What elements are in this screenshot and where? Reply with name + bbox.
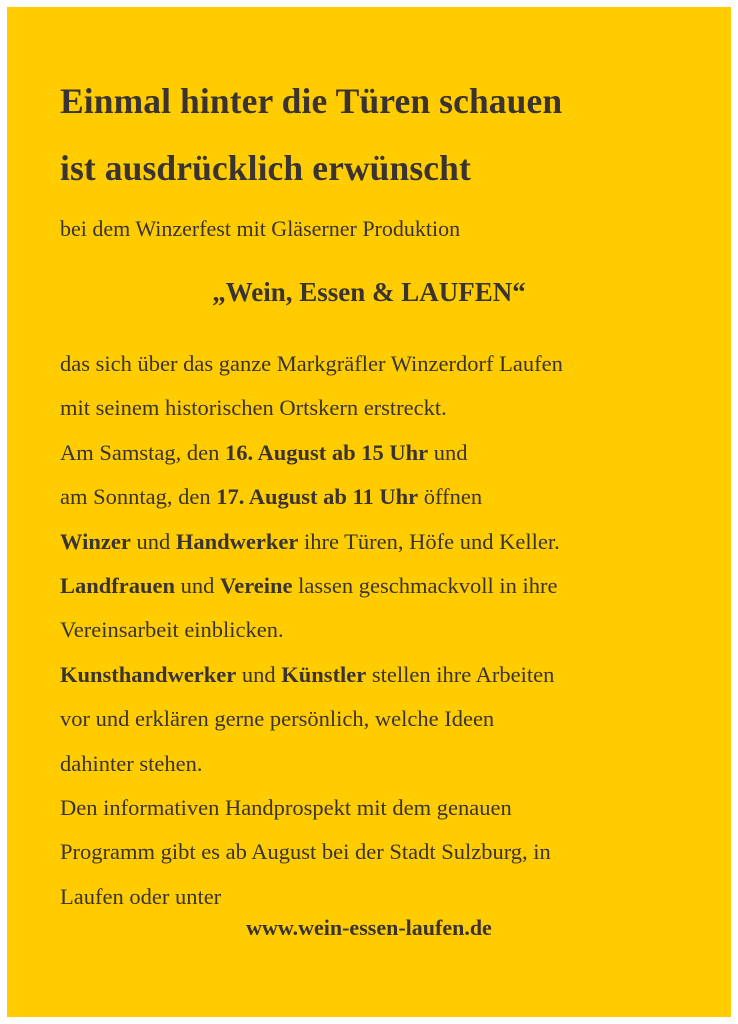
- body-text-segment: dahinter stehen.: [60, 750, 203, 776]
- body-line: [60, 653, 563, 697]
- body-line: [60, 875, 563, 919]
- highlight-kuenstler: Künstler: [281, 661, 367, 687]
- body-text-segment: ihre Türen, Höfe und Keller.: [298, 528, 560, 554]
- body-text-segment: mit seinem historischen Ortskern erstreckt.: [60, 395, 447, 421]
- body-text-segment: und: [130, 528, 176, 554]
- body-text-segment: und: [175, 572, 221, 598]
- body-text-segment: vor und erklären gerne persönlich, welche Ideen: [60, 706, 495, 732]
- body-line: [60, 386, 563, 430]
- body-text-segment: Programm gibt es ab August bei der Stadt Sulzburg, in: [60, 839, 551, 865]
- body-text-segment: am Sonntag, den: [60, 484, 217, 510]
- body-text-segment: und: [428, 439, 468, 465]
- body-text-segment: Vereinsarbeit einblicken.: [60, 617, 284, 643]
- body-text-segment: und: [236, 661, 282, 687]
- highlight-winzer: Winzer: [60, 528, 131, 554]
- body-text-segment: Den informativen Handprospekt mit dem genauen: [60, 794, 512, 820]
- body-text-segment: lassen geschmackvoll in ihre: [292, 572, 558, 598]
- body-line: [60, 608, 563, 652]
- highlight-vereine: Vereine: [220, 572, 293, 598]
- highlight-handwerker: Handwerker: [175, 528, 299, 554]
- flyer-page: [7, 7, 731, 1017]
- website-url: www.wein-essen-laufen.de: [246, 915, 492, 940]
- body-text-segment: öffnen: [418, 484, 483, 510]
- body-line: [60, 520, 563, 564]
- highlight-landfrauen: Landfrauen: [60, 572, 176, 598]
- saturday-date: 16. August ab 15 Uhr: [224, 439, 429, 465]
- headline-line-1: Einmal hinter die Türen schauen: [60, 81, 563, 121]
- headline-line-2: ist ausdrücklich erwünscht: [60, 148, 471, 188]
- body-text: [60, 342, 563, 919]
- body-line: [60, 697, 563, 741]
- body-text-segment: das sich über das ganze Markgräfler Winzerdorf Laufen: [60, 351, 563, 376]
- body-line-sunday: [60, 475, 563, 519]
- highlight-kunsthandwerker: Kunsthandwerker: [60, 661, 237, 687]
- body-line-saturday: [60, 431, 563, 475]
- body-text-segment: Am Samstag, den: [60, 439, 225, 465]
- body-line: [60, 830, 563, 874]
- body-text-segment: stellen ihre Arbeiten: [366, 661, 555, 687]
- body-line: [60, 564, 563, 608]
- sunday-date: 17. August ab 11 Uhr: [216, 484, 419, 510]
- body-line: [60, 742, 563, 786]
- body-line: [60, 342, 563, 386]
- event-name: „Wein, Essen & LAUFEN“: [212, 277, 526, 307]
- subtitle: bei dem Winzerfest mit Gläserner Produktion: [60, 216, 461, 241]
- body-text-segment: Laufen oder unter: [60, 883, 222, 909]
- body-line: [60, 786, 563, 830]
